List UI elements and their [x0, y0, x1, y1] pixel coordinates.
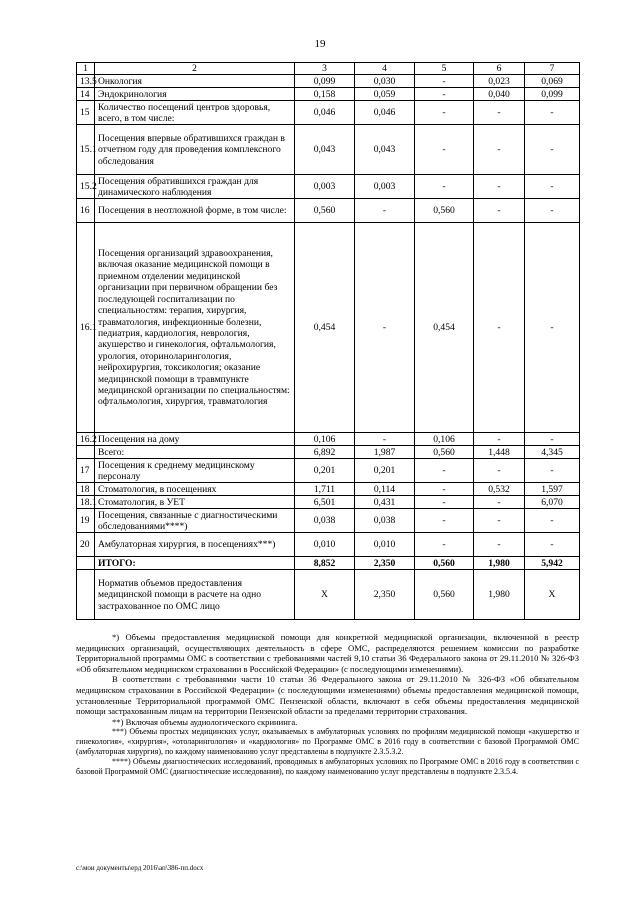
footnotes [76, 632, 579, 777]
value-cell: - [525, 101, 580, 125]
value-cell: - [474, 175, 525, 199]
header-cell: 7 [525, 63, 580, 75]
row-label-cell: Посещения на дому [95, 433, 295, 446]
value-cell: - [415, 533, 474, 557]
row-number-cell [77, 557, 95, 570]
value-cell: - [525, 175, 580, 199]
value-cell: 0,043 [355, 125, 415, 175]
value-cell: 2,350 [355, 570, 415, 620]
table-row [77, 433, 580, 446]
row-number-cell: 15 [77, 101, 95, 125]
table-row [77, 509, 580, 533]
value-cell: - [474, 533, 525, 557]
row-number-cell: 13.5 [77, 75, 95, 88]
footnote: ***) Объемы простых медицинских услуг, оказываемых в амбулаторных условиях по профилям медицинской помощи «акушерство и гинекология», «хирургия», «отоларингология» и «кардиология» по Программе ОМС в 2016 году в соответствии с базовой Программой ОМС (амбулаторная хирургия), по каждому наименованию услуг представлены в подпункте 2.3.5.3.2. [76, 727, 579, 757]
table-row [77, 223, 580, 433]
row-label-cell: Стоматология, в УЕТ [95, 496, 295, 509]
value-cell: 1,597 [525, 483, 580, 496]
value-cell: - [474, 101, 525, 125]
header-cell: 6 [474, 63, 525, 75]
value-cell: 0,106 [295, 433, 355, 446]
value-cell: - [415, 88, 474, 101]
value-cell: - [525, 433, 580, 446]
value-cell: - [474, 125, 525, 175]
row-number-cell: 16.2 [77, 433, 95, 446]
row-label-cell: Онкология [95, 75, 295, 88]
value-cell: 0,030 [355, 75, 415, 88]
value-cell: 0,560 [415, 199, 474, 223]
row-label-cell: Эндокринология [95, 88, 295, 101]
row-label-cell: Посещения, связанные с диагностическими обследованиями****) [95, 509, 295, 533]
value-cell: - [525, 509, 580, 533]
row-label-cell: Количество посещений центров здоровья, всего, в том числе: [95, 101, 295, 125]
value-cell: 0,003 [295, 175, 355, 199]
value-cell: 0,431 [355, 496, 415, 509]
value-cell: - [474, 496, 525, 509]
header-cell: 1 [77, 63, 95, 75]
value-cell: 0,560 [415, 446, 474, 459]
value-cell: - [355, 433, 415, 446]
value-cell: - [525, 459, 580, 483]
value-cell: Х [295, 570, 355, 620]
row-label-cell: Посещения обратившихся граждан для динамического наблюдения [95, 175, 295, 199]
table-row [77, 88, 580, 101]
value-cell: 1,987 [355, 446, 415, 459]
value-cell: - [474, 223, 525, 433]
table-row [77, 459, 580, 483]
value-cell: 6,892 [295, 446, 355, 459]
table-row [77, 483, 580, 496]
table-row [77, 175, 580, 199]
value-cell: 1,980 [474, 570, 525, 620]
footnote: **) Включая объемы аудиологического скрининга. [112, 716, 298, 727]
row-label-cell: Посещения впервые обратившихся граждан в отчетном году для проведения комплексного обследования [95, 125, 295, 175]
row-number-cell: 17 [77, 459, 95, 483]
value-cell: 0,201 [355, 459, 415, 483]
header-cell: 4 [355, 63, 415, 75]
row-number-cell: 18.1 [77, 496, 95, 509]
row-number-cell: 20 [77, 533, 95, 557]
value-cell: Х [525, 570, 580, 620]
value-cell: 0,532 [474, 483, 525, 496]
value-cell: - [415, 175, 474, 199]
value-cell: 1,448 [474, 446, 525, 459]
value-cell: 5,942 [525, 557, 580, 570]
row-number-cell: 16 [77, 199, 95, 223]
table-row [77, 496, 580, 509]
value-cell: 0,106 [415, 433, 474, 446]
value-cell: - [415, 509, 474, 533]
row-label-cell: Стоматология, в посещениях [95, 483, 295, 496]
value-cell: - [474, 433, 525, 446]
value-cell: 0,454 [415, 223, 474, 433]
value-cell: - [355, 199, 415, 223]
value-cell: - [415, 496, 474, 509]
value-cell: 0,560 [295, 199, 355, 223]
value-cell: - [415, 75, 474, 88]
value-cell: 0,010 [295, 533, 355, 557]
value-cell: 0,158 [295, 88, 355, 101]
table-row [77, 125, 580, 175]
value-cell: 4,345 [525, 446, 580, 459]
value-cell: 0,046 [355, 101, 415, 125]
value-cell: 0,043 [295, 125, 355, 175]
value-cell: 1,980 [474, 557, 525, 570]
value-cell: - [415, 483, 474, 496]
value-cell: 0,099 [295, 75, 355, 88]
value-cell: - [415, 101, 474, 125]
header-cell: 3 [295, 63, 355, 75]
value-cell: - [415, 125, 474, 175]
row-label-cell: Норматив объемов предоставления медицинской помощи в расчете на одно застрахованное по ОМС лицо [95, 570, 295, 620]
row-label-cell: Посещения к среднему медицинскому персоналу [95, 459, 295, 483]
value-cell: 0,023 [474, 75, 525, 88]
table-row [77, 101, 580, 125]
footnote: ****) Объемы диагностических исследований, проводимых в амбулаторных условиях по Программе ОМС в 2016 году в соответствии с базовой Программой ОМС (диагностические исследования), по каждому наименованию услуг представлены в подпункте 2.3.5.4. [76, 757, 579, 777]
volumes-table [76, 62, 580, 620]
table-row [77, 199, 580, 223]
value-cell: - [525, 125, 580, 175]
value-cell: 0,201 [295, 459, 355, 483]
table-row [77, 446, 580, 459]
value-cell: 0,114 [355, 483, 415, 496]
table-body [77, 63, 580, 620]
header-cell: 2 [95, 63, 295, 75]
value-cell: - [474, 199, 525, 223]
table-row [77, 570, 580, 620]
row-number-cell: 19 [77, 509, 95, 533]
row-number-cell [77, 570, 95, 620]
table-row [77, 75, 580, 88]
value-cell: - [474, 459, 525, 483]
value-cell: 0,003 [355, 175, 415, 199]
value-cell: - [525, 533, 580, 557]
value-cell: - [525, 199, 580, 223]
value-cell: 8,852 [295, 557, 355, 570]
row-number-cell [77, 446, 95, 459]
value-cell: 0,040 [474, 88, 525, 101]
row-label-cell: Всего: [95, 446, 295, 459]
value-cell: - [525, 223, 580, 433]
row-number-cell: 15.2 [77, 175, 95, 199]
row-label-cell: Посещения в неотложной форме, в том числе: [95, 199, 295, 223]
value-cell: 6,501 [295, 496, 355, 509]
value-cell: - [474, 509, 525, 533]
value-cell: 0,038 [295, 509, 355, 533]
row-number-cell: 16.1 [77, 223, 95, 433]
file-path: c:\мои документы\ерд 2016\ап\386-пп.docx [76, 864, 204, 872]
value-cell: - [355, 223, 415, 433]
table-row [77, 557, 580, 570]
page-number: 19 [314, 38, 326, 50]
row-label-cell: Посещения организаций здравоохранения, включая оказание медицинской помощи в приемном отделении медицинской организации при первичном обращении без последующей госпитализации по специальностям: терапия, хирургия, травматология, инфекционные болезни, педиатрия, кардиология, неврология, акушерство и гинекология, офтальмология, урология, оториноларингология, нейрохирургия, токсикология; оказание медицинской помощи в травмпункте медицинской организации по специальностям: офтальмология, хирургия, травматология [95, 223, 295, 433]
value-cell: 0,560 [415, 570, 474, 620]
row-label-cell: Амбулаторная хирургия, в посещениях***) [95, 533, 295, 557]
row-number-cell: 18 [77, 483, 95, 496]
value-cell: 6,070 [525, 496, 580, 509]
header-cell: 5 [415, 63, 474, 75]
value-cell: 0,059 [355, 88, 415, 101]
value-cell: 0,046 [295, 101, 355, 125]
value-cell: 0,454 [295, 223, 355, 433]
footnote: В соответствии с требованиями части 10 статьи 36 Федерального закона от 29.11.2010 № 326-ФЗ «Об обязательном медицинском страховании в Российской Федерации» (с последующими изменениями) объемы предоставления медицинской помощи, установленные Территориальной программой ОМС Пензенской области, включают в себя объемы предоставления медицинской помощи застрахованным лицам на территории Пензенской области за пределами территории страхования. [76, 674, 579, 717]
value-cell: 0,099 [525, 88, 580, 101]
value-cell: - [415, 459, 474, 483]
footnote: *) Объемы предоставления медицинской помощи для конкретной медицинской организации, включенной в реестр медицинских организаций, осуществляющих деятельность в сфере ОМС, распределяются решением комиссии по разработке Территориальной программы ОМС в соответствии с требованиями частей 9,10 статьи 36 Федерального закона от 29.11.2010 № 326-ФЗ «Об обязательном медицинском страховании в Российской Федерации» (с последующими изменениями). [76, 632, 579, 674]
value-cell: 0,069 [525, 75, 580, 88]
value-cell: 2,350 [355, 557, 415, 570]
table-row [77, 533, 580, 557]
table-header-row [77, 63, 580, 75]
value-cell: 1,711 [295, 483, 355, 496]
row-number-cell: 15.1 [77, 125, 95, 175]
value-cell: 0,038 [355, 509, 415, 533]
row-number-cell: 14 [77, 88, 95, 101]
value-cell: 0,010 [355, 533, 415, 557]
value-cell: 0,560 [415, 557, 474, 570]
row-label-cell: ИТОГО: [95, 557, 295, 570]
